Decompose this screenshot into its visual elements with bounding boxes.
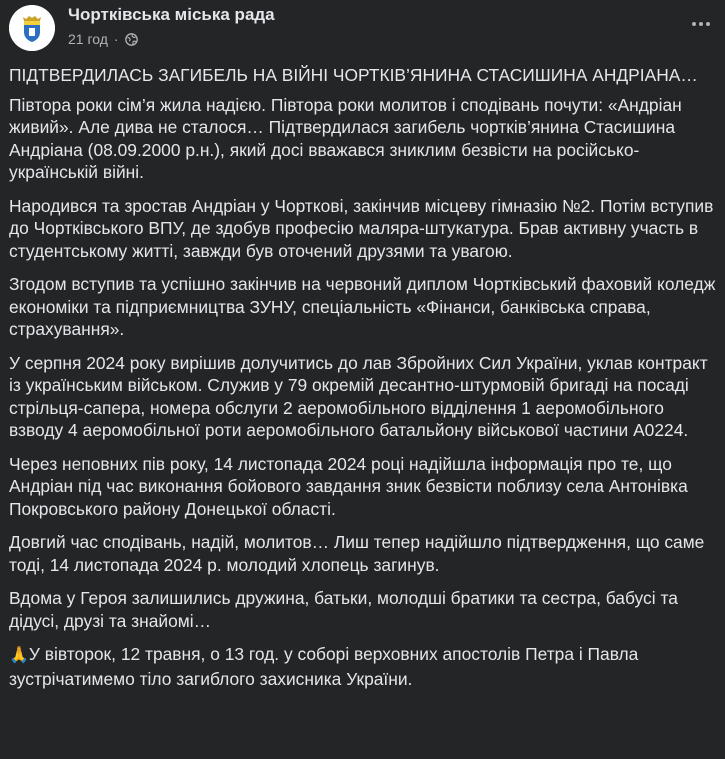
post-body [9,64,719,701]
post-header [0,0,725,60]
page-avatar[interactable] [9,5,55,51]
post-paragraph: Вдома у Героя залишились дружина, батьки, молодші братики та сестра, бабусі та дідусі, друзі та знайомі… [9,588,678,631]
coat-of-arms-icon [9,5,55,51]
post-paragraph: Згодом вступив та успішно закінчив на червоний диплом Чортківський фаховий коледж економіки та підприємництва ЗУНУ, спеціальність «Фінанси, банківська справа, страхування». [9,274,716,339]
post-timestamp[interactable]: 21 год [68,31,108,47]
post-author-name[interactable]: Чортківська міська рада [68,5,275,24]
more-options-button[interactable] [689,12,713,36]
post-paragraph-text: У вівторок, 12 травня, о 13 год. у соборі верховних апостолів Петра і Павла зустрічатимемо тіло загиблого захисника України. [9,644,639,689]
post-paragraph: У серпня 2024 року вирішив долучитись до лав Збройних Сил України, уклав контракт із українським військом. Служив у 79 окремій десантно-штурмовій бригаді на посаді стрільця-сапера, номера обслуги 2 аеромобільного відділення 1 аеромобільного взводу 4 аеромобільної роти аеромобільного батальйону військової частини А0224. [9,352,708,440]
post-paragraph: Через неповних пів року, 14 листопада 2024 році надійшла інформація про те, що Андріан під час виконання бойового завдання зник безвісти поблизу села Антонівка Покровського району Донецької області. [9,453,688,519]
globe-icon[interactable] [125,33,138,46]
post-paragraph: Півтора роки сім’я жила надією. Півтора роки молитов і сподівань почути: «Андріан живий». Але дива не сталося… Підтвердилася загибель чортків’янина Стасишина Андріана (08.09.2000 р.н.), який досі вважався зниклим безвісти на російсько-українській війні. [9,94,682,182]
post-headline: ПІДТВЕРДИЛАСЬ ЗАГИБЕЛЬ НА ВІЙНІ ЧОРТКІВ’ЯНИНА СТАСИШИНА АНДРІАНА… [9,65,698,85]
more-dots-icon [689,12,713,36]
post-paragraph-last [9,643,719,690]
meta-separator: · [113,31,119,47]
post-paragraph: Народився та зростав Андріан у Чорткові, закінчив місцеву гімназію №2. Потім вступив до Чортківського ВПУ, де здобув професію маляра-штукатура. Брав активну участь в студентському житті, завжди був оточений друзями та увагою. [9,195,714,261]
post-paragraph: Довгий час сподівань, надій, молитов… Лиш тепер надійшло підтвердження, що саме тоді, 14 листопада 2024 р. молодий хлопець загинув. [9,532,705,575]
praying-hands-icon: 🙏 [9,647,29,664]
post-meta [68,31,138,47]
